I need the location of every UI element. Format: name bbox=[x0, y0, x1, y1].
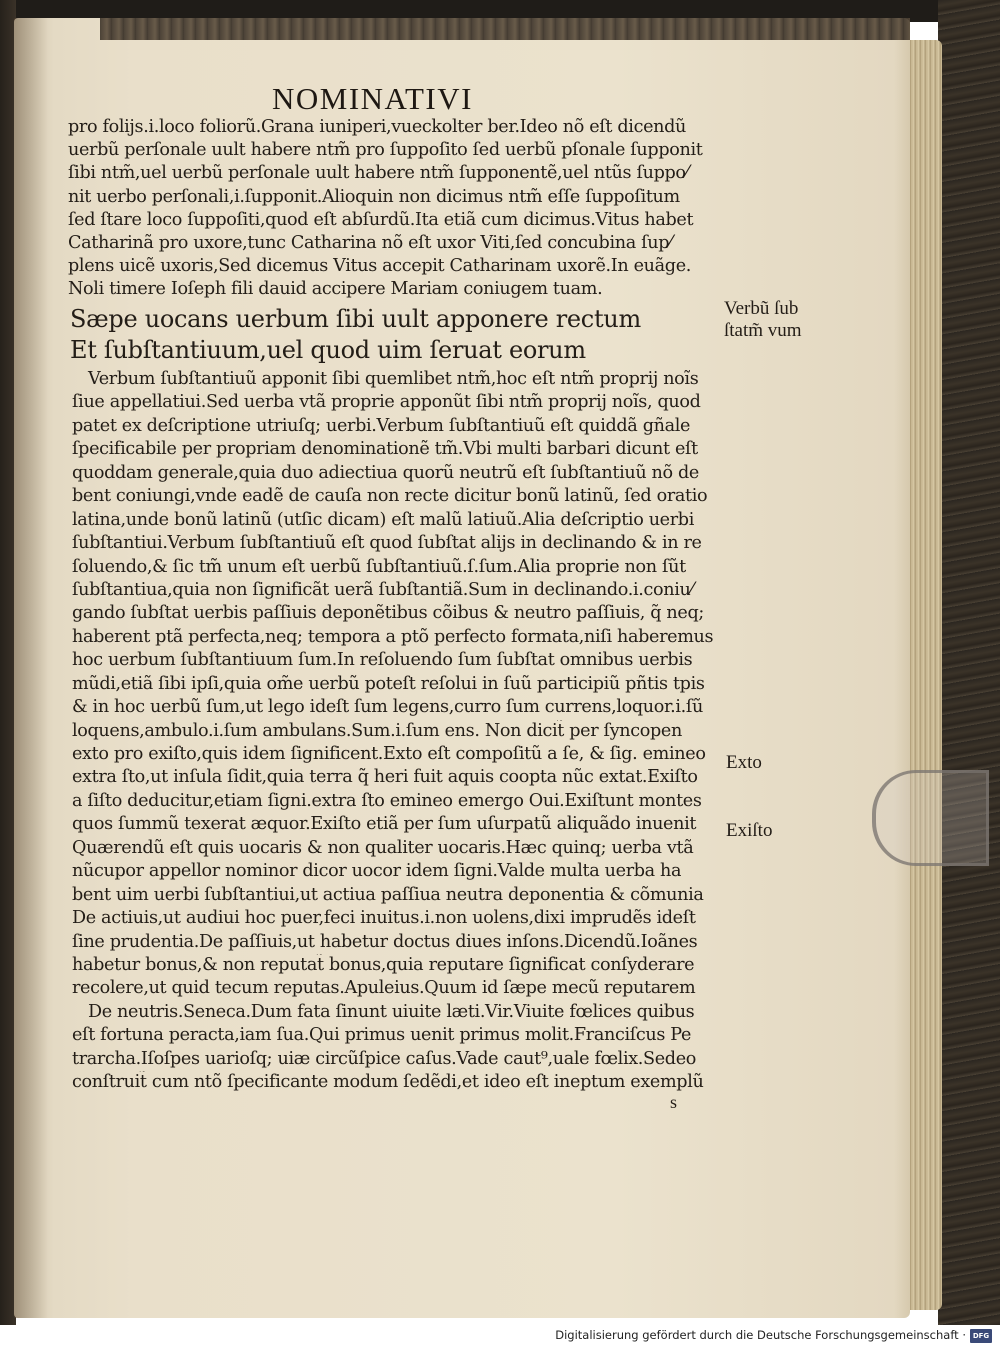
text-line: Verbum ſubſtantiuũ apponit ſibi quemlibet ntm̃,hoc eſt ntm̃ proprij noĩs bbox=[88, 369, 699, 389]
digitization-footer bbox=[0, 1325, 1000, 1347]
text-line: bent coniungi,vnde eadẽ de cauſa non recte dicitur bonũ latinũ, ſed oratio bbox=[72, 486, 708, 507]
text-line: patet ex deſcriptione utriuſq; uerbi.Verbum ſubſtantiuũ eſt quiddã gñale bbox=[72, 415, 691, 436]
text-line: nit uerbo perſonali,i.ſupponit.Alioquin non dicimus ntm̃ eſſe ſuppoſitum bbox=[68, 186, 680, 207]
text-line: pro folijs.i.loco foliorũ.Grana iuniperi,vueckolter ber.Ideo nõ eſt dicendũ bbox=[68, 117, 687, 137]
text-line: ſine prudentia.De paſſiuis,ut habetur doctus diues inſons.Dicendũ.Ioãnes bbox=[72, 931, 698, 952]
text-line: ſubſtantiui.Verbum ſubſtantiuũ eſt quod ſubſtat alijs in declinando & in re bbox=[72, 533, 702, 554]
text-line: haberent ptã perfecta,neq; tempora a ptõ perfecto formata,niſi haberemus bbox=[72, 626, 714, 647]
margin-note-verbum-line1: Verbũ ſub bbox=[724, 298, 799, 319]
text-line: conſtruit̃ cum ntõ ſpecificante modum ſedẽdi,et ideo eſt ineptum exemplũ bbox=[72, 1072, 704, 1093]
text-line: ſubſtantiua,quia non ſignificãt uerã ſubſtantiã.Sum in declinando.i.coniu⁄ bbox=[72, 579, 694, 600]
text-line: quoddam generale,quia duo adiectiua quorũ neutrũ eſt ſubſtantiuũ nõ de bbox=[72, 462, 699, 483]
page-top-edge bbox=[100, 18, 910, 40]
text-line: plens uicẽ uxoris,Sed dicemus Vitus accepit Catharinam uxorẽ.In euãge. bbox=[68, 256, 691, 277]
running-heading: NOMINATIVI bbox=[272, 81, 473, 116]
text-line: hoc uerbum ſubſtantiuum ſum.In reſoluendo ſum ſubſtat omnibus uerbis bbox=[72, 650, 693, 671]
text-line: Quærendũ eſt quis uocaris & non qualiter uocaris.Hæc quinq; uerba vtã bbox=[72, 837, 694, 858]
dfg-logo: DFG bbox=[970, 1329, 992, 1343]
text-line: extra ſto,ut inſula ſidit,quia terra q̃ heri fuit aquis coopta nũc extat.Exiſto bbox=[72, 767, 698, 788]
text-line: quos ſummũ texerat æquor.Exiſto etiã per ſum uſurpatũ aliquãdo inuenit bbox=[72, 814, 697, 835]
funding-credit: Digitalisierung gefördert durch die Deutsche Forschungsgemeinschaft · bbox=[555, 1328, 966, 1342]
signature-mark: s bbox=[670, 1092, 678, 1112]
book-clasp bbox=[872, 770, 989, 866]
text-line: nũcupor appellor nominor dicor uocor idem ſigni.Valde multa uerba ha bbox=[72, 861, 682, 882]
text-line: ſibi ntm̃,uel uerbũ perſonale uult habere ntm̃ ſupponentẽ,uel ntũs ſuppo⁄ bbox=[68, 163, 689, 184]
verse-line: Et ſubſtantiuum,uel quod uim ſeruat eorum bbox=[70, 336, 586, 364]
text-line: loquens,ambulo.i.ſum ambulans.Sum.i.ſum ens. Non dicit̃ per ſyncopen bbox=[72, 720, 682, 741]
text-line: ſoluendo,& ſic tm̃ unum eſt uerbũ ſubſtantiuũ.ſ.ſum.Alia proprie non ſũt bbox=[72, 556, 686, 577]
text-line: & in hoc uerbũ ſum,ut lego ideſt ſum legens,curro ſum currens,loquor.i.ſũ bbox=[72, 697, 704, 718]
text-line: habetur bonus,& non reputat̃ bonus,quia reputare ſignificat conſyderare bbox=[72, 954, 695, 975]
text-line: ſpecificabile per propriam denominationẽ tm̃.Vbi multi barbari dicunt eſt bbox=[72, 439, 698, 460]
commentary-paragraph bbox=[72, 368, 734, 1095]
margin-note-existo: Exiſto bbox=[726, 820, 773, 841]
text-line: gando ſubſtat uerbis paſſiuis deponẽtibus cõibus & neutro paſſiuis, q̃ neq; bbox=[72, 603, 704, 624]
margin-note-verbum-line2: ſtatm̃ vum bbox=[724, 320, 802, 341]
margin-note-exto: Exto bbox=[726, 752, 762, 773]
text-line: ſed ſtare loco ſuppoſiti,quod eſt abſurdũ.Ita etiã cum dicimus.Vitus habet bbox=[68, 209, 694, 230]
text-line: a ſiſto deducitur,etiam ſigni.extra ſto emineo emergo Oui.Exiſtunt montes bbox=[72, 790, 702, 811]
text-line: mũdi,etiã ſibi ipſi,quia om̃e uerbũ poteſt reſolui in ſuũ participiũ pñtis tpis bbox=[72, 673, 705, 694]
book-cover-right-edge bbox=[938, 0, 1000, 1325]
gutter-shadow bbox=[14, 18, 48, 1318]
text-line: ſiue appellatiui.Sed uerba vtã proprie apponũt ſibi ntm̃ proprij noĩs, quod bbox=[72, 392, 701, 413]
text-line: Noli timere Ioſeph fili dauid accipere Mariam coniugem tuam. bbox=[68, 279, 603, 300]
verse-line: Sæpe uocans uerbum ſibi uult apponere rectum bbox=[70, 305, 641, 333]
text-line: Catharinã pro uxore,tunc Catharina nõ eſt uxor Viti,ſed concubina ſup⁄ bbox=[68, 232, 672, 253]
intro-paragraph bbox=[68, 116, 734, 302]
text-line: exto pro exiſto,quis idem ſignificent.Exto eſt compoſitũ a ſe, & ſig. emineo bbox=[72, 744, 706, 764]
text-line: De actiuis,ut audiui hoc puer,feci inuitus.i.non uolens,dixi imprudẽs ideſt bbox=[72, 908, 696, 929]
text-line: trarcha.Iſoſpes uarioſq; uiæ circũſpice caſus.Vade caut⁹,uale fœlix.Sedeo bbox=[72, 1048, 697, 1069]
verse-rule bbox=[70, 304, 710, 366]
text-line: bent uim uerbi ſubſtantiui,ut actiua paſſiua neutra deponentia & cõmunia bbox=[72, 884, 704, 905]
text-line: latina,unde bonũ latinũ (utſic dicam) eſt malũ latiuũ.Alia deſcriptio uerbi bbox=[72, 509, 694, 530]
text-line: uerbũ perſonale uult habere ntm̃ pro ſuppoſito ſed uerbũ pſonale ſupponit bbox=[68, 140, 703, 161]
text-line: recolere,ut quid tecum reputas.Apuleius.Quum id ſæpe mecũ reputarem bbox=[72, 978, 696, 999]
text-line: De neutris.Seneca.Dum fata ſinunt uiuite læti.Vir.Viuite fœlices quibus bbox=[88, 1001, 695, 1022]
text-line: eſt fortuna peracta,iam ſua.Qui primus uenit primus molit.Franciſcus Pe bbox=[72, 1025, 692, 1046]
